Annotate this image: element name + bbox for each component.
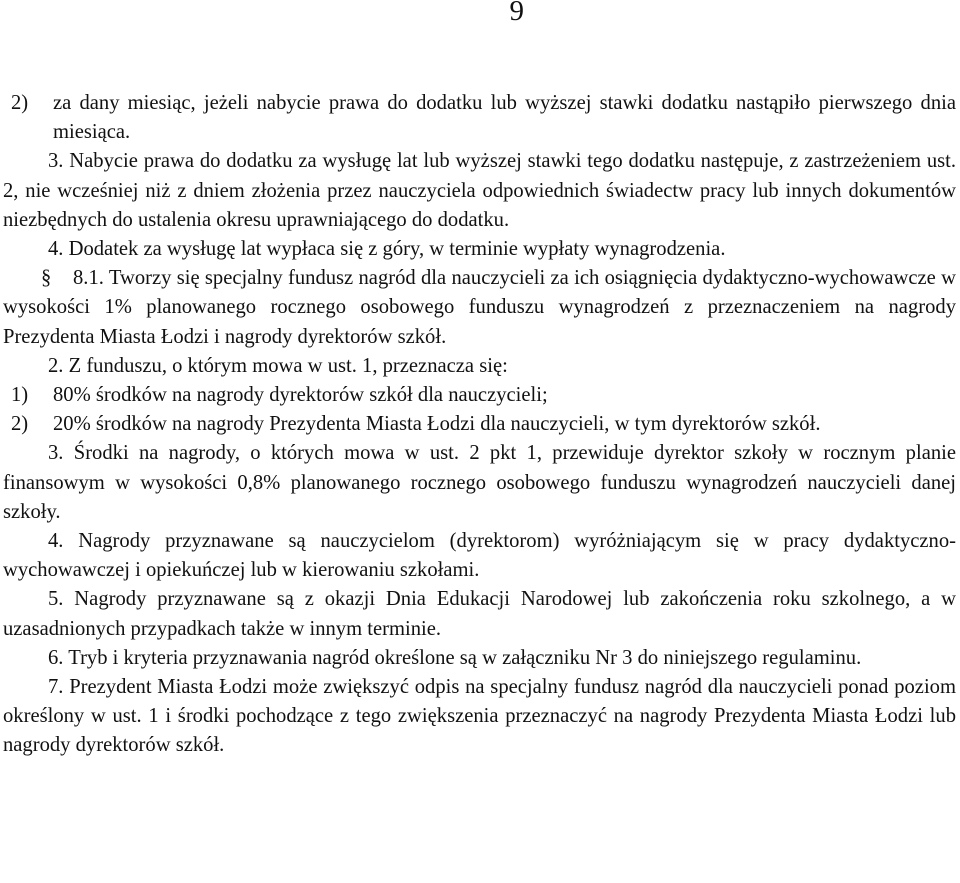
section-paragraph — [3, 264, 956, 352]
list-text: za dany miesiąc, jeżeli nabycie prawa do dodatku lub wyższej stawki dodatku nastąpiło pierwszego dnia miesiąca. — [53, 92, 956, 144]
paragraph: 5. Nagrody przyznawane są z okazji Dnia Edukacji Narodowej lub zakończenia roku szkolnego, a w uzasadnionych przypadkach także w innym terminie. — [3, 588, 956, 640]
list-number: 1) — [11, 384, 29, 407]
section-text: 8.1. Tworzy się specjalny fundusz nagród dla nauczycieli za ich osiągnięcia dydaktyczno-wychowawcze w wysokości 1% planowanego rocznego osobowego funduszu wynagrodzeń z przeznaczeniem na nagrody Prezydenta Miasta Łodzi i nagrody dyrektorów szkół. — [3, 267, 956, 348]
section-sign: § — [41, 267, 52, 290]
paragraph: 4. Nagrody przyznawane są nauczycielom (dyrektorom) wyróżniającym się w pracy dydaktyczno-wychowawczej i opiekuńczej lub w kierowaniu szkołami. — [3, 530, 956, 582]
list-item — [3, 89, 956, 147]
paragraph: 2. Z funduszu, o którym mowa w ust. 1, przeznacza się: — [48, 354, 508, 377]
list-item — [3, 410, 956, 439]
list-number: 2) — [11, 413, 29, 436]
paragraph: 3. Środki na nagrody, o których mowa w ust. 2 pkt 1, przewiduje dyrektor szkoły w rocznym planie finansowym w wysokości 0,8% planowanego rocznego osobowego funduszu wynagrodzeń nauczycieli danej szkoły. — [3, 442, 956, 523]
paragraph: 4. Dodatek za wysługę lat wypłaca się z góry, w terminie wypłaty wynagrodzenia. — [48, 238, 726, 261]
list-text: 20% środków na nagrody Prezydenta Miasta Łodzi dla nauczycieli, w tym dyrektorów szkół. — [53, 413, 821, 436]
document-body — [3, 89, 956, 761]
paragraph: 6. Tryb i kryteria przyznawania nagród określone są w załączniku Nr 3 do niniejszego regulaminu. — [48, 646, 862, 669]
paragraph: 3. Nabycie prawa do dodatku za wysługę lat lub wyższej stawki tego dodatku następuje, z zastrzeżeniem ust. 2, nie wcześniej niż z dniem złożenia przez nauczyciela odpowiednich świadectw pracy lub innych dokumentów niezbędnych do ustalenia okresu uprawniającego do dodatku. — [3, 150, 956, 231]
list-item — [3, 381, 956, 410]
page-number: 9 — [509, 0, 524, 27]
list-number: 2) — [11, 92, 29, 114]
paragraph: 7. Prezydent Miasta Łodzi może zwiększyć odpis na specjalny fundusz nagród dla nauczycieli ponad poziom określony w ust. 1 i środki pochodzące z tego zwiększenia przeznaczyć na nagrody Prezydenta Miasta Łodzi lub nagrody dyrektorów szkół. — [3, 676, 956, 757]
list-text: 80% środków na nagrody dyrektorów szkół dla nauczycieli; — [53, 384, 548, 407]
